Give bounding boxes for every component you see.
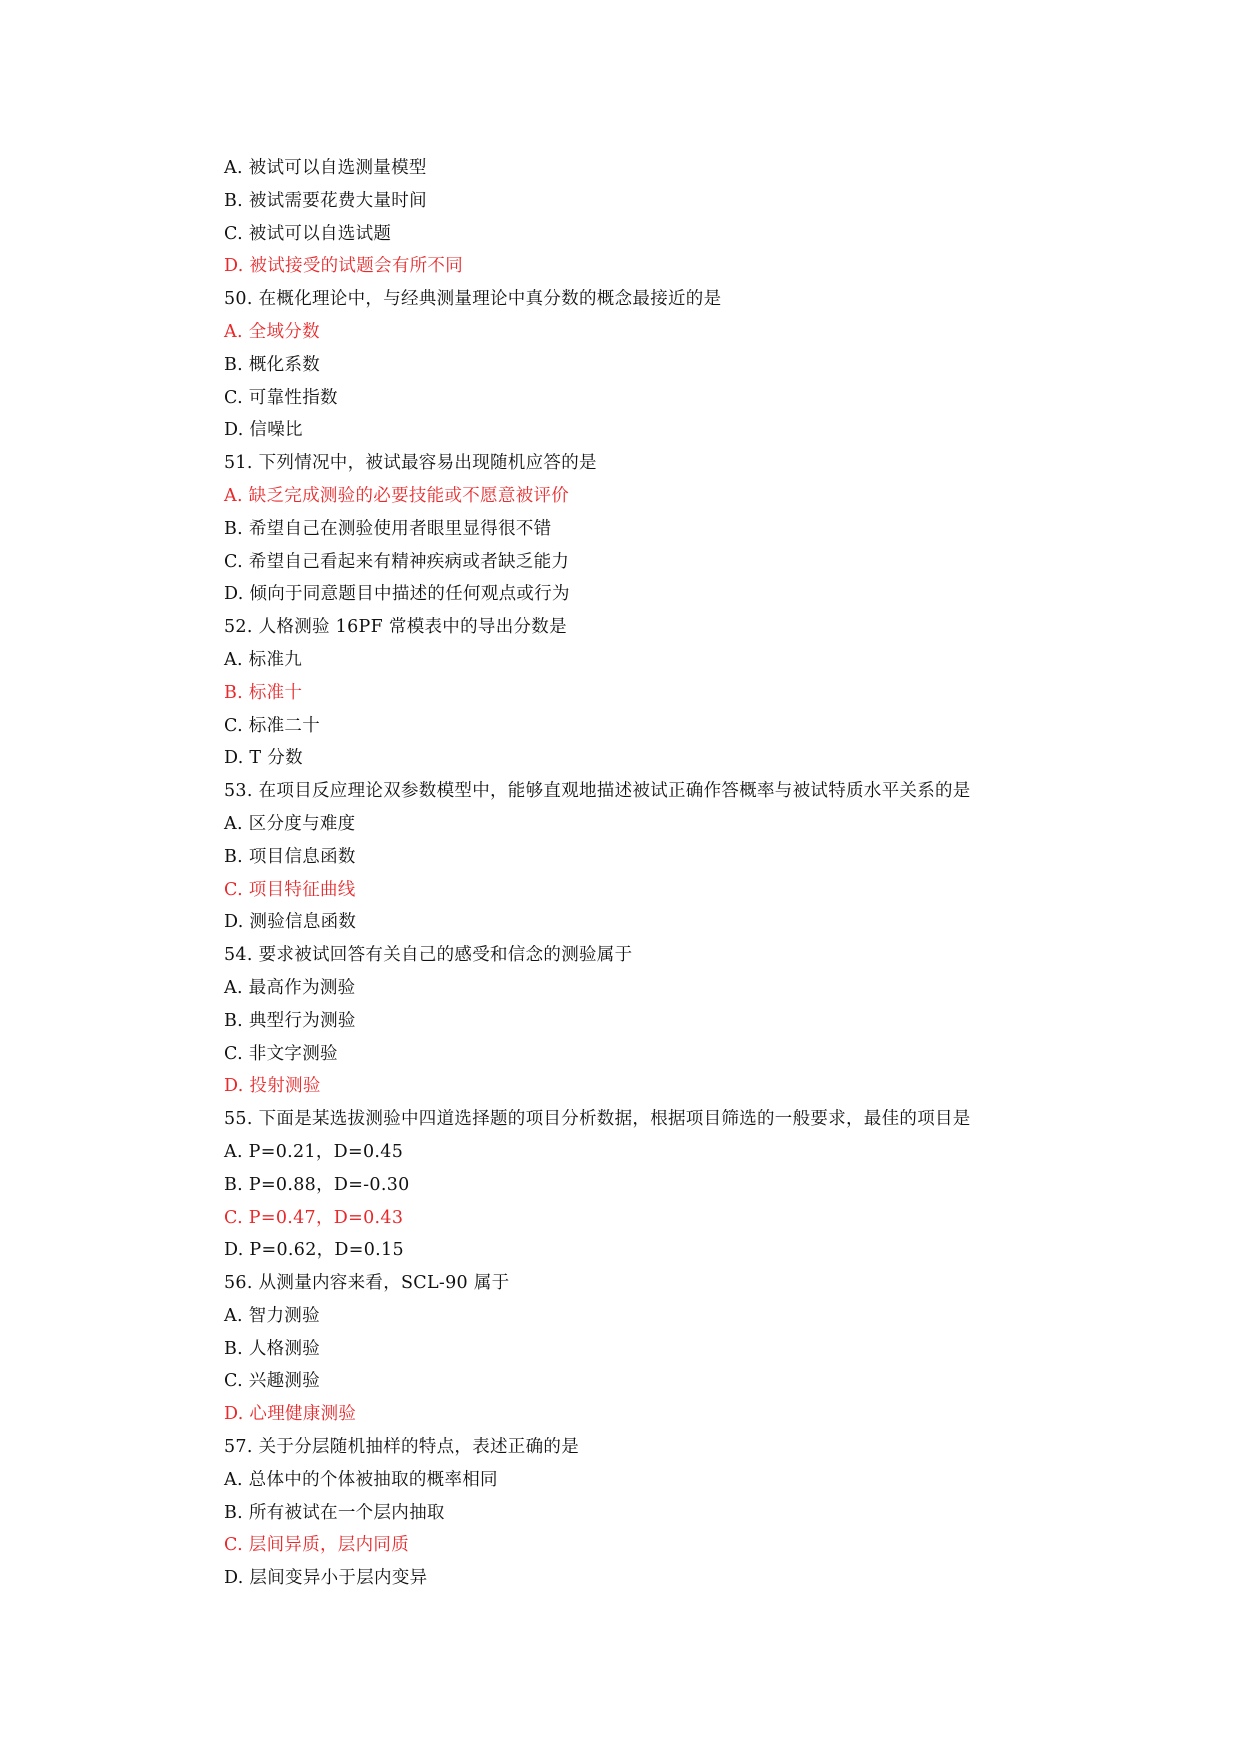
answer-option: A. 全域分数 bbox=[224, 321, 320, 342]
question-stem: 53. 在项目反应理论双参数模型中，能够直观地描述被试正确作答概率与被试特质水平关系的是 bbox=[224, 781, 971, 802]
option: B. 项目信息函数 bbox=[224, 846, 356, 867]
option: B. 概化系数 bbox=[224, 354, 321, 375]
option: B. 典型行为测验 bbox=[224, 1010, 356, 1031]
answer-option: C. 项目特征曲线 bbox=[224, 879, 356, 900]
option: D. T 分数 bbox=[224, 748, 303, 769]
option: A. 智力测验 bbox=[224, 1305, 320, 1326]
option: B. 人格测验 bbox=[224, 1338, 321, 1359]
question-stem: 55. 下面是某选拔测验中四道选择题的项目分析数据，根据项目筛选的一般要求，最佳的项目是 bbox=[224, 1109, 971, 1130]
option: D. 倾向于同意题目中描述的任何观点或行为 bbox=[224, 584, 570, 605]
option: D. P=0.62，D=0.15 bbox=[224, 1240, 404, 1261]
option: C. 非文字测验 bbox=[224, 1043, 338, 1064]
option: D. 层间变异小于层内变异 bbox=[224, 1568, 428, 1589]
option: B. 被试需要花费大量时间 bbox=[224, 190, 427, 211]
question-stem: 50. 在概化理论中，与经典测量理论中真分数的概念最接近的是 bbox=[224, 289, 722, 310]
option: B. 希望自己在测验使用者眼里显得很不错 bbox=[224, 518, 552, 539]
answer-option: D. 投射测验 bbox=[224, 1076, 321, 1097]
option: A. 标准九 bbox=[224, 649, 303, 670]
option: A. 最高作为测验 bbox=[224, 977, 356, 998]
option: C. 可靠性指数 bbox=[224, 387, 338, 408]
answer-option: B. 标准十 bbox=[224, 682, 303, 703]
option: C. 标准二十 bbox=[224, 715, 320, 736]
option: B. P=0.88，D=-0.30 bbox=[224, 1174, 410, 1195]
option: C. 希望自己看起来有精神疾病或者缺乏能力 bbox=[224, 551, 570, 572]
option: C. 兴趣测验 bbox=[224, 1371, 320, 1392]
document-page bbox=[224, 152, 1024, 1595]
answer-option: D. 被试接受的试题会有所不同 bbox=[224, 256, 464, 277]
answer-option: D. 心理健康测验 bbox=[224, 1404, 357, 1425]
option: A. 总体中的个体被抽取的概率相同 bbox=[224, 1469, 498, 1490]
option: A. 区分度与难度 bbox=[224, 813, 356, 834]
option: D. 测验信息函数 bbox=[224, 912, 357, 933]
answer-option: C. P=0.47，D=0.43 bbox=[224, 1207, 404, 1228]
answer-option: A. 缺乏完成测验的必要技能或不愿意被评价 bbox=[224, 485, 570, 506]
question-stem: 54. 要求被试回答有关自己的感受和信念的测验属于 bbox=[224, 945, 633, 966]
answer-option: C. 层间异质，层内同质 bbox=[224, 1535, 409, 1556]
question-stem: 51. 下列情况中，被试最容易出现随机应答的是 bbox=[224, 453, 597, 474]
option: A. 被试可以自选测量模型 bbox=[224, 158, 427, 178]
question-stem: 52. 人格测验 16PF 常模表中的导出分数是 bbox=[224, 617, 567, 638]
question-stem: 57. 关于分层随机抽样的特点，表述正确的是 bbox=[224, 1437, 579, 1458]
question-stem: 56. 从测量内容来看，SCL-90 属于 bbox=[224, 1273, 510, 1294]
option: A. P=0.21，D=0.45 bbox=[224, 1141, 404, 1162]
option: B. 所有被试在一个层内抽取 bbox=[224, 1502, 445, 1523]
option: D. 信噪比 bbox=[224, 420, 303, 441]
option: C. 被试可以自选试题 bbox=[224, 223, 392, 244]
